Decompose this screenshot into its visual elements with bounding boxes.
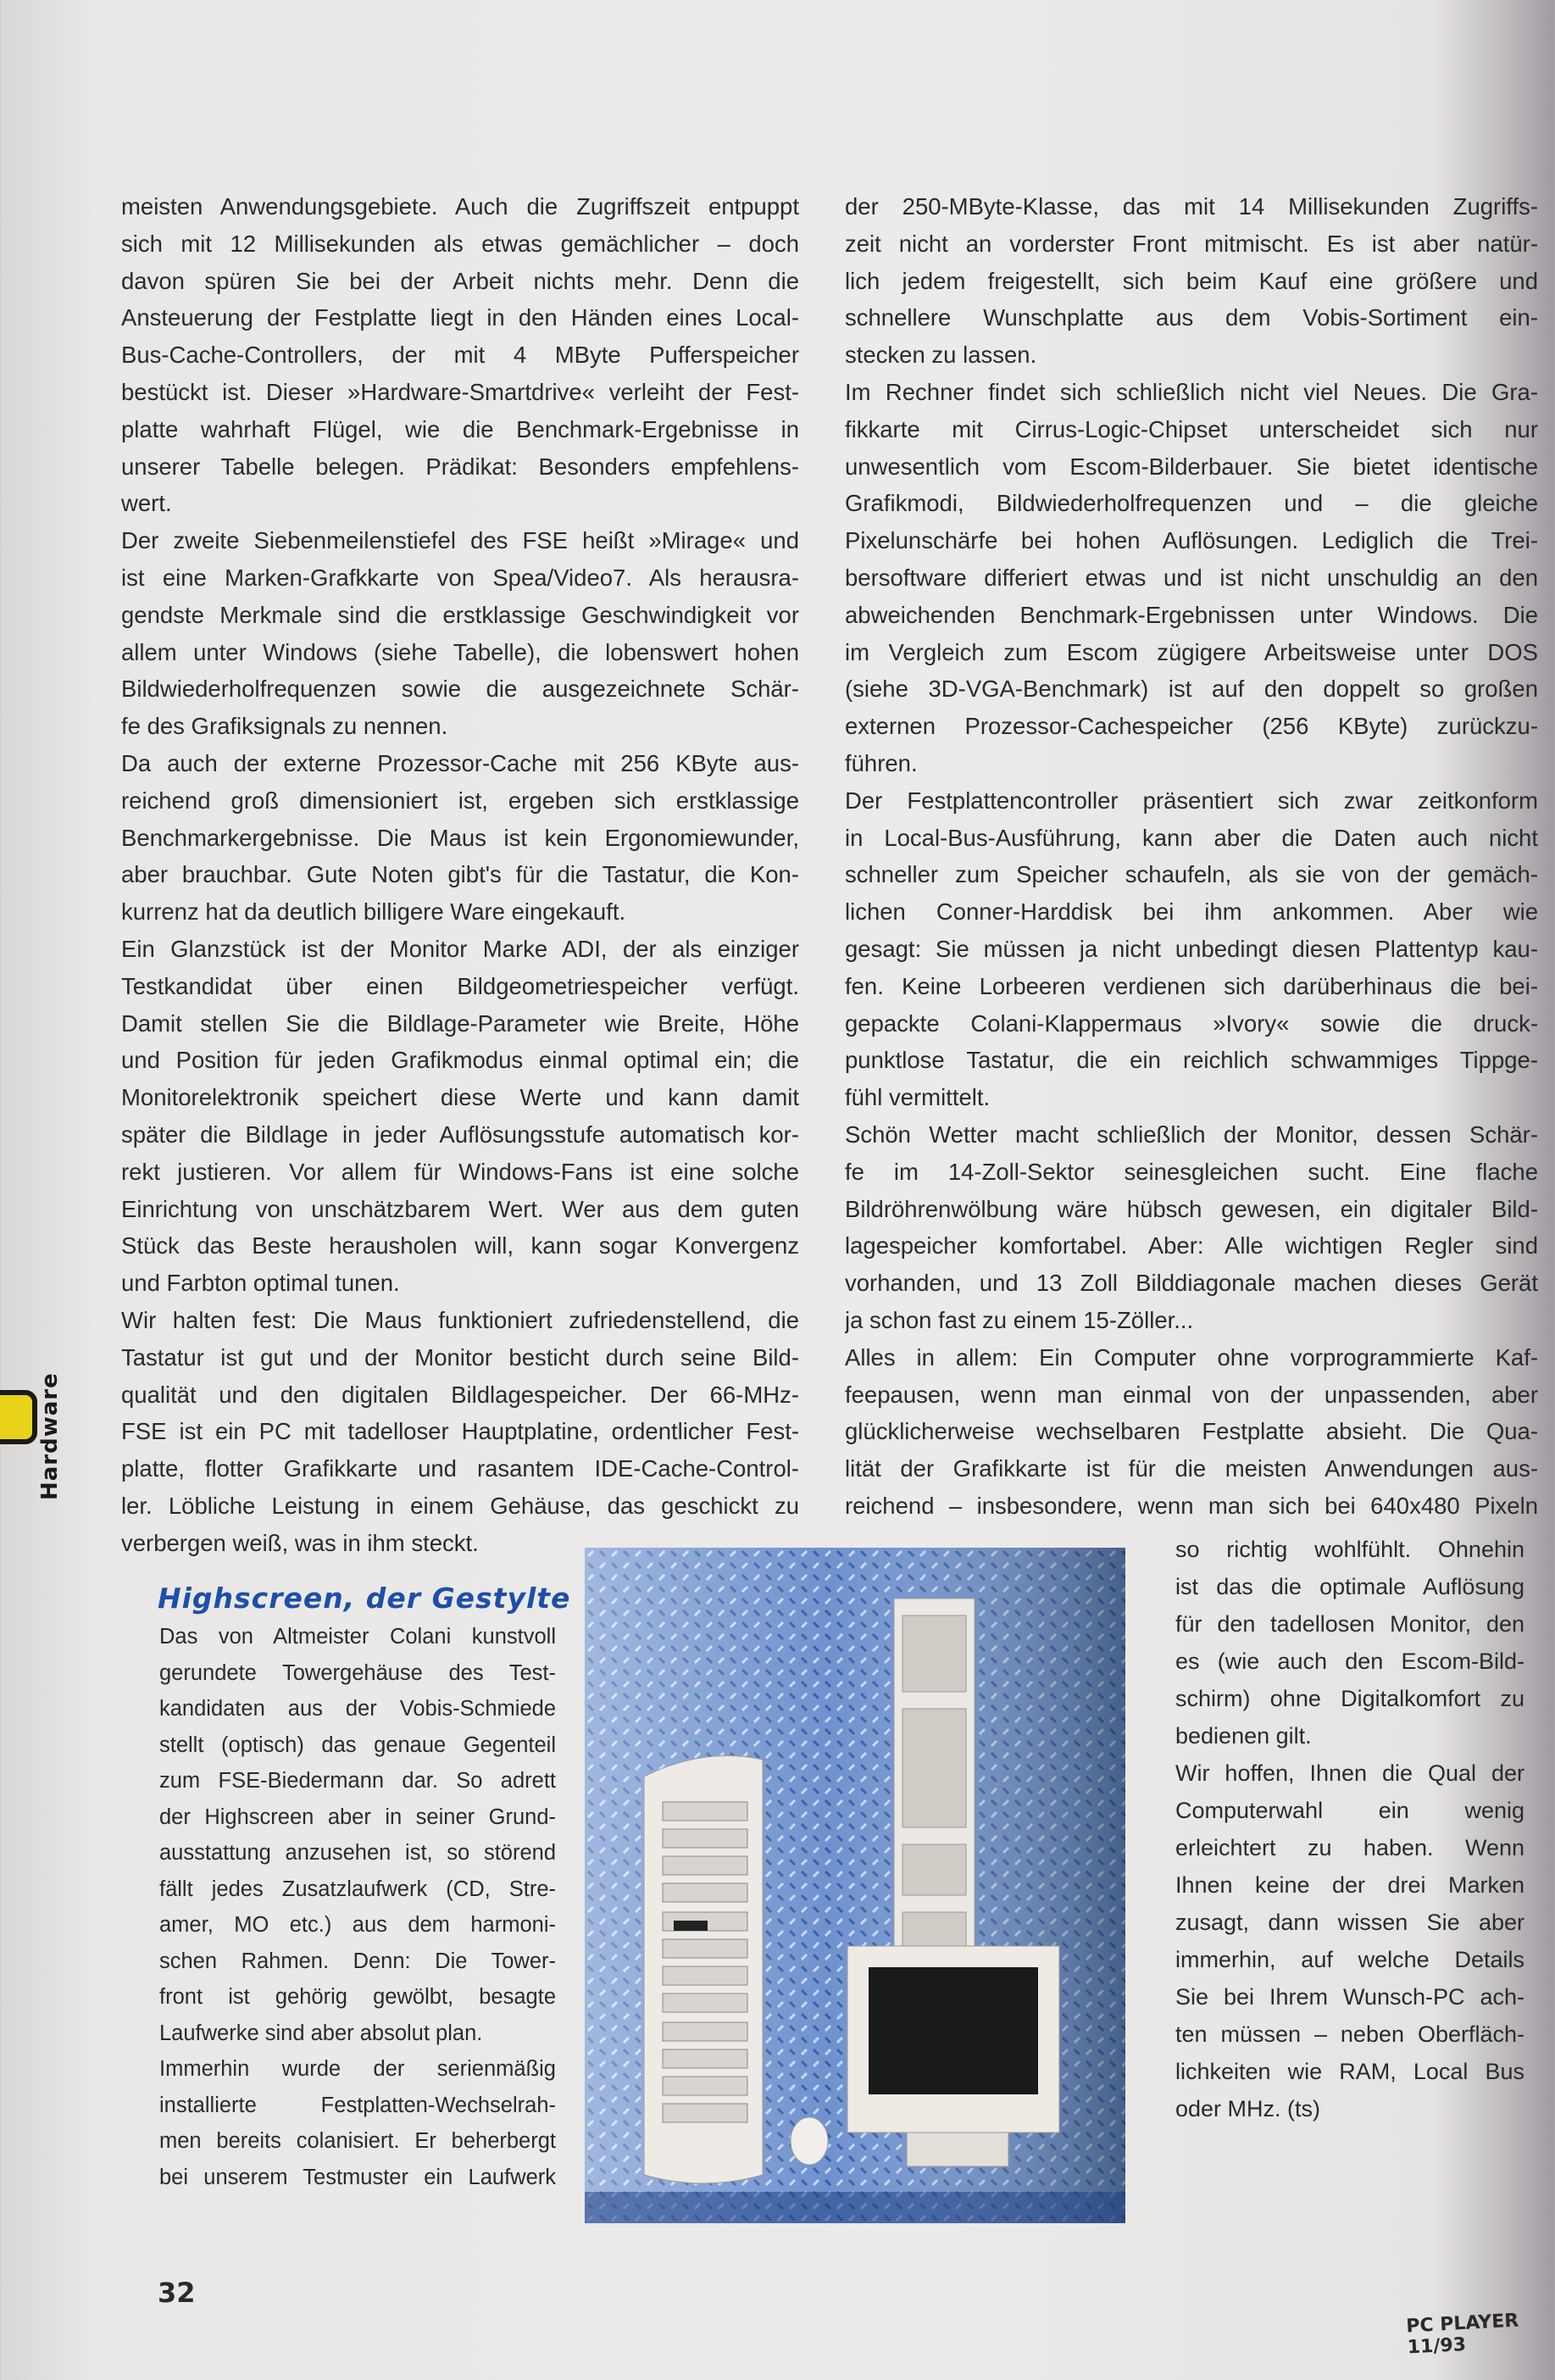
text-line: gendste Merkmale sind die erstklassige Geschwindigkeit vor bbox=[121, 601, 799, 628]
text-line: Pixelunschärfe bei hohen Auflösungen. Lediglich die Trei- bbox=[845, 527, 1538, 554]
text-line: externen Prozessor-Cachespeicher (256 KByte) zurückzu- bbox=[845, 713, 1538, 740]
text-line: gesagt: Sie müssen ja nicht unbedingt diesen Plattentyp kau- bbox=[845, 935, 1538, 962]
text-line: punktlose Tastatur, die ein reichlich schwammiges Tippge- bbox=[845, 1047, 1538, 1074]
text-line: oder MHz. (ts) bbox=[1175, 2096, 1321, 2121]
text-line: wert. bbox=[121, 490, 172, 517]
left-column bbox=[121, 188, 799, 1561]
text-line: Testkandidat über einen Bildgeometriespeicher verfügt. bbox=[121, 972, 799, 999]
text-line: lich jedem freigestellt, sich beim Kauf eine größere und bbox=[845, 267, 1538, 294]
text-line: Bildröhrenwölbung wäre hübsch gewesen, ein digitaler Bild- bbox=[845, 1195, 1538, 1222]
text-line: rekt justieren. Vor allem für Windows-Fans ist eine solche bbox=[121, 1158, 799, 1185]
text-line: schirm) ohne Digitalkomfort zu bbox=[1175, 1686, 1524, 1711]
mouse bbox=[791, 2117, 828, 2165]
text-line: fe des Grafiksignals zu nennen. bbox=[121, 713, 448, 740]
text-line: kurrenz hat da deutlich billigere Ware eingekauft. bbox=[121, 898, 626, 926]
text-line: (siehe 3D-VGA-Benchmark) ist auf den doppelt so großen bbox=[845, 676, 1538, 703]
text-line: Immerhin wurde der serienmäßig bbox=[159, 2057, 556, 2081]
text-line: Schön Wetter macht schließlich der Monitor, dessen Schär- bbox=[845, 1120, 1538, 1148]
text-line: im Vergleich zum Escom zügigere Arbeitsweise unter DOS bbox=[845, 638, 1538, 665]
text-line: später die Bildlage in jeder Auflösungsstufe automatisch kor- bbox=[121, 1120, 799, 1148]
text-line: amer, MO etc.) aus dem harmoni- bbox=[159, 1913, 556, 1937]
text-line: unwesentlich vom Escom-Bilderbauer. Sie bietet identische bbox=[845, 453, 1538, 480]
text-line: platte, flotter Grafikkarte und rasantem IDE-Cache-Control- bbox=[121, 1455, 799, 1482]
text-line: bersoftware differiert etwas und ist nicht unschuldig an den bbox=[845, 564, 1538, 591]
text-line: Ansteuerung der Festplatte liegt in den Händen eines Local- bbox=[121, 304, 799, 331]
text-line: zum FSE-Biedermann dar. So adrett bbox=[159, 1769, 556, 1793]
text-line: men bereits colanisiert. Er beherbergt bbox=[159, 2129, 556, 2153]
text-line: allem unter Windows (siehe Tabelle), die lobenswert hohen bbox=[121, 638, 799, 665]
text-line: davon spüren Sie bei der Arbeit nichts mehr. Denn die bbox=[121, 267, 799, 294]
text-line: Stück das Beste herausholen will, kann sogar Konvergenz bbox=[121, 1232, 799, 1260]
text-line: lagespeicher komfortabel. Aber: Alle wichtigen Regler sind bbox=[845, 1232, 1538, 1260]
text-line: Alles in allem: Ein Computer ohne vorprogrammierte Kaf- bbox=[845, 1343, 1538, 1371]
text-line: Grafikmodi, Bildwiederholfrequenzen und – die gleiche bbox=[845, 490, 1538, 517]
text-line: unserer Tabelle belegen. Prädikat: Besonders empfehlens- bbox=[121, 453, 799, 480]
text-line: fikkarte mit Cirrus-Logic-Chipset unterscheidet sich nur bbox=[845, 415, 1538, 442]
text-line: Benchmarkergebnisse. Die Maus ist kein Ergonomiewunder, bbox=[121, 824, 799, 851]
text-line: abweichenden Benchmark-Ergebnissen unter Windows. Die bbox=[845, 601, 1538, 628]
text-line: und Position für jeden Grafikmodus einmal optimal ein; die bbox=[121, 1047, 799, 1074]
text-line: bei unserem Testmuster ein Laufwerk bbox=[159, 2165, 556, 2189]
text-line: gepackte Colani-Klappermaus »Ivory« sowie die druck- bbox=[845, 1009, 1538, 1037]
section-tab-marker bbox=[0, 1390, 37, 1444]
text-line: immerhin, auf welche Details bbox=[1175, 1947, 1524, 1972]
text-line: ausstattung anzusehen ist, so störend bbox=[159, 1841, 556, 1865]
keyboard bbox=[894, 1599, 975, 1988]
text-line: zusagt, dann wissen Sie aber bbox=[1175, 1910, 1524, 1935]
text-line: Ihnen keine der drei Marken bbox=[1175, 1872, 1524, 1898]
text-line: kandidaten aus der Vobis-Schmiede bbox=[159, 1697, 556, 1721]
text-line: Ein Glanzstück ist der Monitor Marke ADI, der als einziger bbox=[121, 935, 799, 962]
text-line: platte wahrhaft Flügel, wie die Benchmark-Ergebnisse in bbox=[121, 415, 799, 442]
text-line: Wir halten fest: Die Maus funktioniert zufriedenstellend, die bbox=[121, 1306, 799, 1333]
text-line: zeit nicht an vorderster Front mitmischt. Es ist aber natür- bbox=[845, 230, 1538, 257]
text-line: aber brauchbar. Gute Noten gibt's für die Tastatur, die Kon- bbox=[121, 861, 799, 888]
text-line: Da auch der externe Prozessor-Cache mit 256 KByte aus- bbox=[121, 749, 799, 776]
text-line: erleichtert zu haben. Wenn bbox=[1175, 1835, 1524, 1860]
text-line: meisten Anwendungsgebiete. Auch die Zugriffszeit entpuppt bbox=[121, 193, 799, 220]
text-line: bestückt ist. Dieser »Hardware-Smartdrive« verleiht der Fest- bbox=[121, 378, 799, 405]
sidebar-body bbox=[159, 1619, 556, 2195]
sidebar-heading: Highscreen, der Gestylte bbox=[158, 1582, 571, 1615]
text-line: ja schon fast zu einem 15-Zöller... bbox=[845, 1306, 1194, 1333]
text-line: fühl vermittelt. bbox=[845, 1084, 991, 1111]
text-line: Wir hoffen, Ihnen die Qual der bbox=[1175, 1760, 1524, 1786]
text-line: Bildwiederholfrequenzen sowie die ausgezeichnete Schär- bbox=[121, 676, 799, 703]
text-line: front ist gehörig gewölbt, besagte bbox=[159, 1985, 556, 2009]
magazine-footer: PC PLAYER 11/93 bbox=[1405, 2310, 1519, 2359]
text-line: qualität und den digitalen Bildlagespeicher. Der 66-MHz- bbox=[121, 1381, 799, 1408]
text-line: Bus-Cache-Controllers, der mit 4 MByte Pufferspeicher bbox=[121, 342, 799, 369]
text-line: Einrichtung von unschätzbarem Wert. Wer aus dem guten bbox=[121, 1195, 799, 1222]
text-line: der Highscreen aber in seiner Grund- bbox=[159, 1804, 556, 1829]
text-line: installierte Festplatten-Wechselrah- bbox=[159, 2093, 556, 2117]
text-line: schnellere Wunschplatte aus dem Vobis-Sortiment ein- bbox=[845, 304, 1538, 331]
text-line: es (wie auch den Escom-Bild- bbox=[1175, 1649, 1524, 1674]
text-line: ist das die optimale Auflösung bbox=[1175, 1574, 1524, 1599]
text-line: lichen Conner-Harddisk bei ihm ankommen. Aber wie bbox=[845, 898, 1538, 926]
text-line: Das von Altmeister Colani kunstvoll bbox=[159, 1625, 556, 1649]
text-line: sich mit 12 Millisekunden als etwas gemächlicher – doch bbox=[121, 230, 799, 257]
product-photo-highscreen-pc bbox=[585, 1548, 1125, 2223]
text-line: in Local-Bus-Ausführung, kann aber die Daten auch nicht bbox=[845, 824, 1538, 851]
text-line: stellt (optisch) das genaue Gegenteil bbox=[159, 1732, 556, 1757]
text-line: schen Rahmen. Denn: Die Tower- bbox=[159, 1949, 556, 1973]
text-line: ten müssen – neben Oberfläch- bbox=[1175, 2021, 1524, 2047]
text-line: reichend groß dimensioniert ist, ergeben sich erstklassige bbox=[121, 787, 799, 814]
text-line: Tastatur ist gut und der Monitor besticht durch seine Bild- bbox=[121, 1343, 799, 1371]
text-line: FSE ist ein PC mit tadelloser Hauptplatine, ordentlicher Fest- bbox=[121, 1418, 799, 1445]
text-line: Im Rechner findet sich schließlich nicht viel Neues. Die Gra- bbox=[845, 378, 1538, 405]
text-line: Laufwerke sind aber absolut plan. bbox=[159, 2021, 483, 2045]
text-line: und Farbton optimal tunen. bbox=[121, 1270, 400, 1297]
text-line: gerundete Towergehäuse des Test- bbox=[159, 1660, 556, 1685]
page-number: 32 bbox=[158, 2277, 196, 2309]
text-line: schneller zum Speicher schaufeln, als sie von der gemäch- bbox=[845, 861, 1538, 888]
text-line: so richtig wohlfühlt. Ohnehin bbox=[1175, 1537, 1524, 1562]
text-line: glücklicherweise wechselbaren Festplatte absieht. Die Qua- bbox=[845, 1418, 1538, 1445]
text-line: ler. Löbliche Leistung in einem Gehäuse, das geschickt zu bbox=[121, 1492, 799, 1519]
text-line: reichend – insbesondere, wenn man sich bei 640x480 Pixeln bbox=[845, 1492, 1538, 1519]
text-line: der 250-MByte-Klasse, das mit 14 Millisekunden Zugriffs- bbox=[845, 193, 1538, 220]
text-line: lität der Grafikkarte ist für die meisten Anwendungen aus- bbox=[845, 1455, 1538, 1482]
text-line: verbergen weiß, was in ihm steckt. bbox=[121, 1529, 479, 1556]
text-line: für den tadellosen Monitor, den bbox=[1175, 1611, 1524, 1637]
text-line: Der zweite Siebenmeilenstiefel des FSE heißt »Mirage« und bbox=[121, 527, 799, 554]
text-line: Damit stellen Sie die Bildlage-Parameter wie Breite, Höhe bbox=[121, 1009, 799, 1037]
text-line: fällt jedes Zusatzlaufwerk (CD, Stre- bbox=[159, 1877, 556, 1901]
text-line: lichkeiten wie RAM, Local Bus bbox=[1175, 2059, 1524, 2084]
text-line: Der Festplattencontroller präsentiert sich zwar zeitkonform bbox=[845, 787, 1538, 814]
text-line: Monitorelektronik speichert diese Werte und kann damit bbox=[121, 1084, 799, 1111]
right-narrow-column bbox=[1175, 1531, 1524, 2127]
text-line: ist eine Marken-Grafkkarte von Spea/Video7. Als herausra- bbox=[121, 564, 799, 591]
text-line: führen. bbox=[845, 749, 918, 776]
text-line: Sie bei Ihrem Wunsch-PC ach- bbox=[1175, 1984, 1524, 2010]
text-line: feepausen, wenn man einmal von der unpassenden, aber bbox=[845, 1381, 1538, 1408]
text-line: Computerwahl ein wenig bbox=[1175, 1798, 1524, 1823]
text-line: vorhanden, und 13 Zoll Bilddiagonale machen dieses Gerät bbox=[845, 1270, 1538, 1297]
section-label: Hardware bbox=[37, 1372, 63, 1500]
text-line: bedienen gilt. bbox=[1175, 1723, 1312, 1749]
tower-case bbox=[644, 1756, 763, 2184]
text-line: fe im 14-Zoll-Sektor seinesgleichen sucht. Eine flache bbox=[845, 1158, 1538, 1185]
text-line: fen. Keine Lorbeeren verdienen sich darüberhinaus die bei- bbox=[845, 972, 1538, 999]
right-column bbox=[845, 188, 1538, 1525]
text-line: stecken zu lassen. bbox=[845, 342, 1037, 369]
